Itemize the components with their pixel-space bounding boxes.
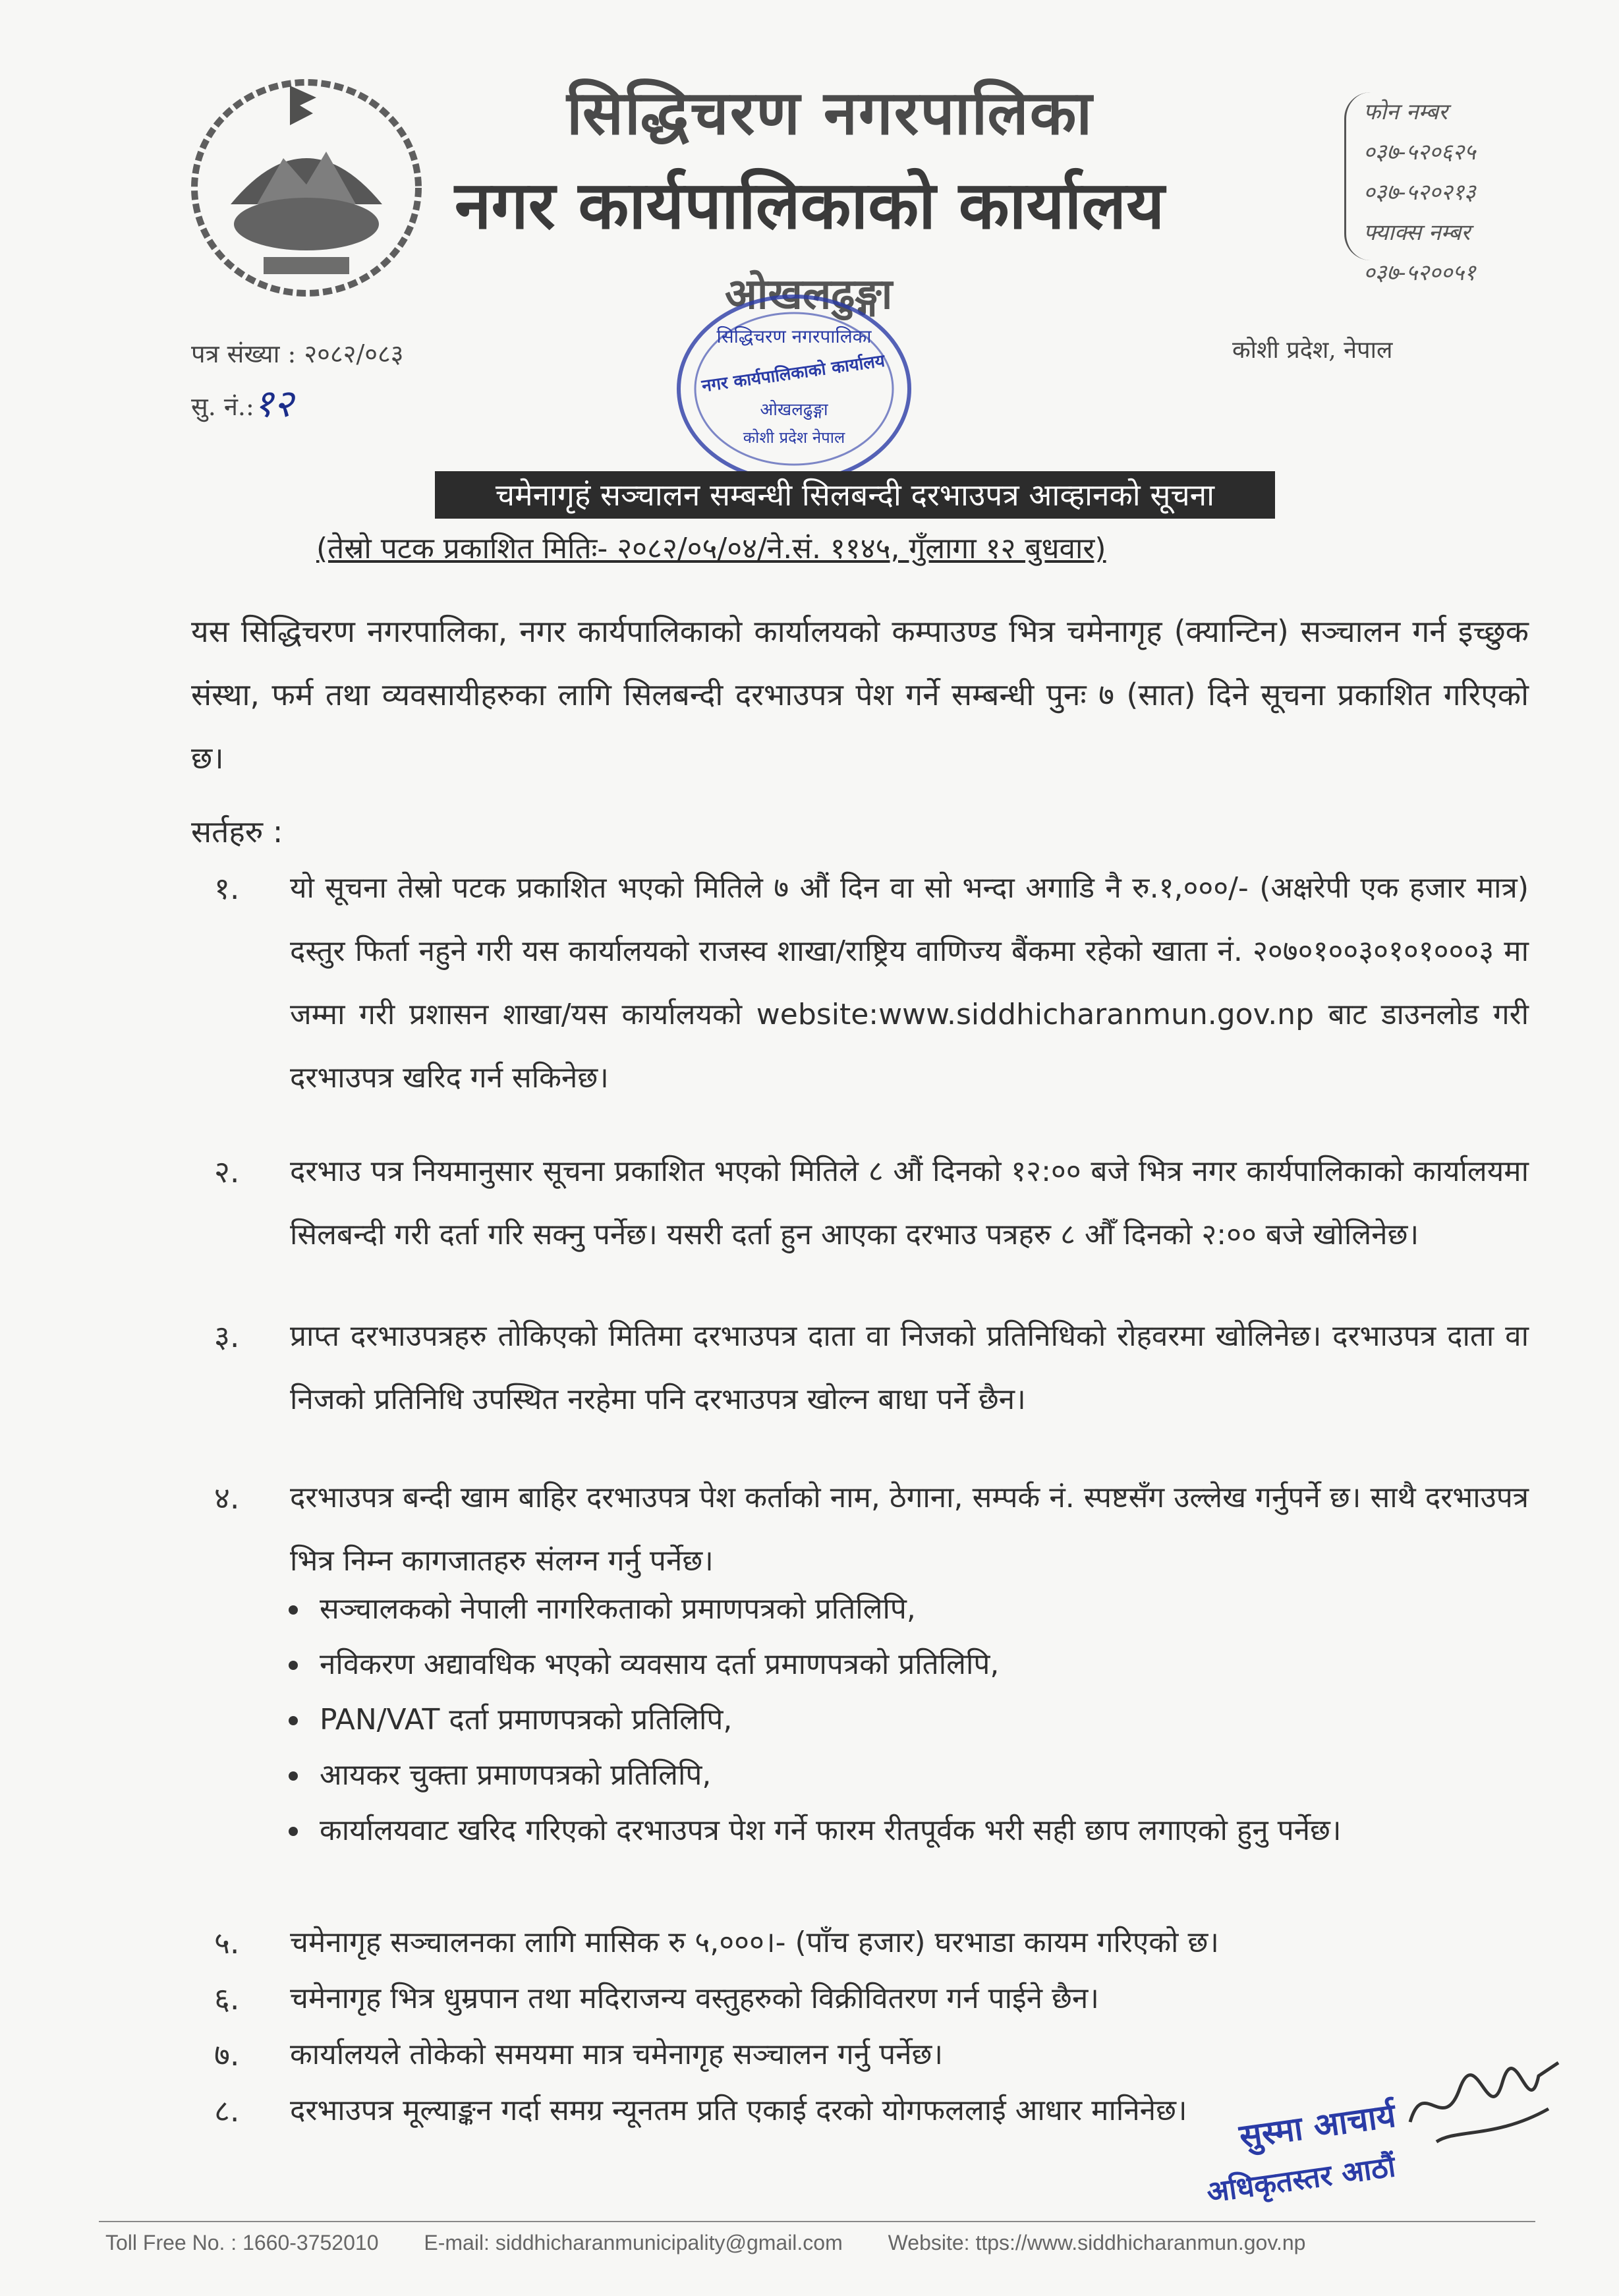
bullet-icon bbox=[289, 1827, 298, 1836]
stamp-line-4: कोशी प्रदेश नेपाल bbox=[743, 428, 845, 447]
document-item bbox=[283, 1582, 1535, 1637]
fax-number: ०३७-५२००५१ bbox=[1363, 260, 1476, 286]
stamp-line-3: ओखलढुङ्गा bbox=[760, 400, 828, 420]
toll-free-number: Toll Free No. : 1660-3752010 bbox=[105, 2231, 379, 2254]
condition-number: ८. bbox=[214, 2093, 240, 2129]
stamp-line-2: नगर कार्यपालिकाको कार्यालय bbox=[700, 351, 886, 397]
phone-number-2: ०३७-५२०२१३ bbox=[1363, 179, 1476, 206]
contact-numbers bbox=[1344, 92, 1581, 286]
serial-number-value: १२ bbox=[254, 381, 294, 426]
document-text: नविकरण अद्यावधिक भएको व्यवसाय दर्ता प्रमाणपत्रको प्रतिलिपि, bbox=[320, 1648, 1000, 1681]
conditions-heading: सर्तहरु : bbox=[191, 814, 283, 849]
condition-number: २. bbox=[214, 1154, 240, 1190]
stamp-line-1: सिद्धिचरण नगरपालिका bbox=[716, 326, 872, 347]
province: कोशी प्रदेश, नेपाल bbox=[1232, 337, 1393, 364]
condition-text: चमेनागृह सञ्चालनका लागि मासिक रु ५,०००।- (पाँच हजार) घरभाडा कायम गरिएको छ। bbox=[290, 1926, 1219, 1959]
document-item bbox=[283, 1748, 1535, 1803]
signature-scribble bbox=[1397, 2050, 1568, 2148]
document-item bbox=[283, 1692, 1535, 1748]
document-text: PAN/VAT दर्ता प्रमाणपत्रको प्रतिलिपि, bbox=[320, 1703, 733, 1736]
document-item bbox=[283, 1637, 1535, 1692]
condition-text: कार्यालयले तोकेको समयमा मात्र चमेनागृह सञ्चालन गर्नु पर्नेछ। bbox=[290, 2038, 944, 2071]
notice-subtitle: (तेस्रो पटक प्रकाशित मितिः- २०८२/०५/०४/ने.सं. ११४५, गुँलागा १२ बुधवार) bbox=[316, 532, 1106, 565]
condition-text: चमेनागृह भित्र धुम्रपान तथा मदिराजन्य वस्तुहरुको विक्रीवितरण गर्न पाईने छैन। bbox=[290, 1982, 1099, 2015]
footer-website: Website: ttps://www.siddhicharanmun.gov.np bbox=[888, 2231, 1306, 2254]
signatory-name: सुस्मा आचार्य bbox=[1237, 2096, 1398, 2156]
footer bbox=[105, 2231, 1542, 2255]
serial-number-label: सु. नं.: bbox=[191, 392, 254, 421]
bullet-icon bbox=[289, 1771, 298, 1781]
office-stamp bbox=[672, 290, 916, 488]
government-emblem bbox=[185, 72, 428, 297]
condition-number: ५. bbox=[214, 1925, 240, 1961]
condition-text: दरभाउ पत्र नियमानुसार सूचना प्रकाशित भएको मितिले ८ औं दिनको १२:०० बजे भित्र नगर कार्यपालिकाको कार्यालयमा सिलबन्दी गरी दर्ता गरि सक्नु पर्नेछ। यसरी दर्ता हुन आएका दरभाउ पत्रहरु ८ औँ दिनको २:०० बजे खोलिनेछ। bbox=[290, 1155, 1529, 1251]
document-text: कार्यालयवाट खरिद गरिएको दरभाउपत्र पेश गर्ने फारम रीतपूर्वक भरी सही छाप लगाएको हुनु पर्नेछ। bbox=[320, 1814, 1342, 1847]
office-name: नगर कार्यपालिकाको कार्यालय bbox=[455, 166, 1165, 244]
document-text: आयकर चुक्ता प्रमाणपत्रको प्रतिलिपि, bbox=[320, 1758, 712, 1792]
city-name: ओखलढुङ्गा bbox=[725, 270, 893, 319]
notice-title: चमेनागृहं सञ्चालन सम्बन्धी सिलबन्दी दरभाउपत्र आव्हानको सूचना bbox=[435, 471, 1275, 519]
documents-list bbox=[283, 1582, 1535, 1858]
bullet-icon bbox=[289, 1605, 298, 1615]
condition-text: प्राप्त दरभाउपत्रहरु तोकिएको मितिमा दरभाउपत्र दाता वा निजको प्रतिनिधिको रोहवरमा खोलिनेछ। दरभाउपत्र दाता वा निजको प्रतिनिधि उपस्थित नरहेमा पनि दरभाउपत्र खोल्न बाधा पर्ने छैन। bbox=[290, 1319, 1529, 1416]
condition-number: ४. bbox=[214, 1480, 240, 1516]
phone-number-1: ०३७-५२०६२५ bbox=[1363, 139, 1476, 165]
footer-email: E-mail: siddhicharanmunicipality@gmail.com bbox=[424, 2231, 843, 2254]
municipality-name: सिद्धिचरण नगरपालिका bbox=[567, 77, 1094, 148]
condition-text: दरभाउपत्र बन्दी खाम बाहिर दरभाउपत्र पेश कर्ताको नाम, ठेगाना, सम्पर्क नं. स्पष्टसँग उल्लेख गर्नुपर्ने छ। साथै दरभाउपत्र भित्र निम्न कागजातहरु संलग्न गर्नु पर्नेछ। bbox=[290, 1481, 1529, 1578]
reference-number: पत्र संख्या : २०८२/०८३ bbox=[191, 339, 404, 368]
bullet-icon bbox=[289, 1661, 298, 1670]
document-text: सञ्चालकको नेपाली नागरिकताको प्रमाणपत्रको प्रतिलिपि, bbox=[320, 1592, 916, 1626]
condition-number: ३. bbox=[214, 1319, 240, 1354]
phone-label: फोन नम्बर bbox=[1363, 99, 1448, 125]
bullet-icon bbox=[289, 1716, 298, 1725]
fax-label: फ्याक्स नम्बर bbox=[1363, 219, 1471, 246]
intro-paragraph: यस सिद्धिचरण नगरपालिका, नगर कार्यपालिकाको कार्यालयको कम्पाउण्ड भित्र चमेनागृह (क्यान्टिन) सञ्चालन गर्न इच्छुक संस्था, फर्म तथा व्यवसायीहरुका लागि सिलबन्दी दरभाउपत्र पेश गर्ने सम्बन्धी पुनः ७ (सात) दिने सूचना प्रकाशित गरिएको छ। bbox=[191, 614, 1529, 776]
document-item bbox=[283, 1803, 1535, 1858]
condition-number: ७. bbox=[214, 2037, 240, 2073]
condition-text: दरभाउपत्र मूल्याङ्कन गर्दा समग्र न्यूनतम प्रति एकाई दरको योगफललाई आधार मानिनेछ। bbox=[290, 2094, 1187, 2127]
condition-number: १. bbox=[214, 871, 240, 906]
condition-number: ६. bbox=[214, 1981, 240, 2017]
condition-text: यो सूचना तेस्रो पटक प्रकाशित भएको मितिले ७ औं दिन वा सो भन्दा अगाडि नै रु.१,०००/- (अक्षरेपी एक हजार मात्र) दस्तुर फिर्ता नहुने गरी यस कार्यालयको राजस्व शाखा/राष्ट्रिय वाणिज्य बैंकमा रहेको खाता नं. २०७०१००३०१०१०००३ मा जम्मा गरी प्रशासन शाखा/यस कार्यालयको website:www.siddhicharanmun.gov.np बाट डाउनलोड गरी दरभाउपत्र खरिद गर्न सकिनेछ। bbox=[290, 871, 1529, 1095]
signatory-title: अधिकृतस्तर आठौं bbox=[1205, 2150, 1398, 2210]
footer-divider bbox=[99, 2221, 1535, 2222]
